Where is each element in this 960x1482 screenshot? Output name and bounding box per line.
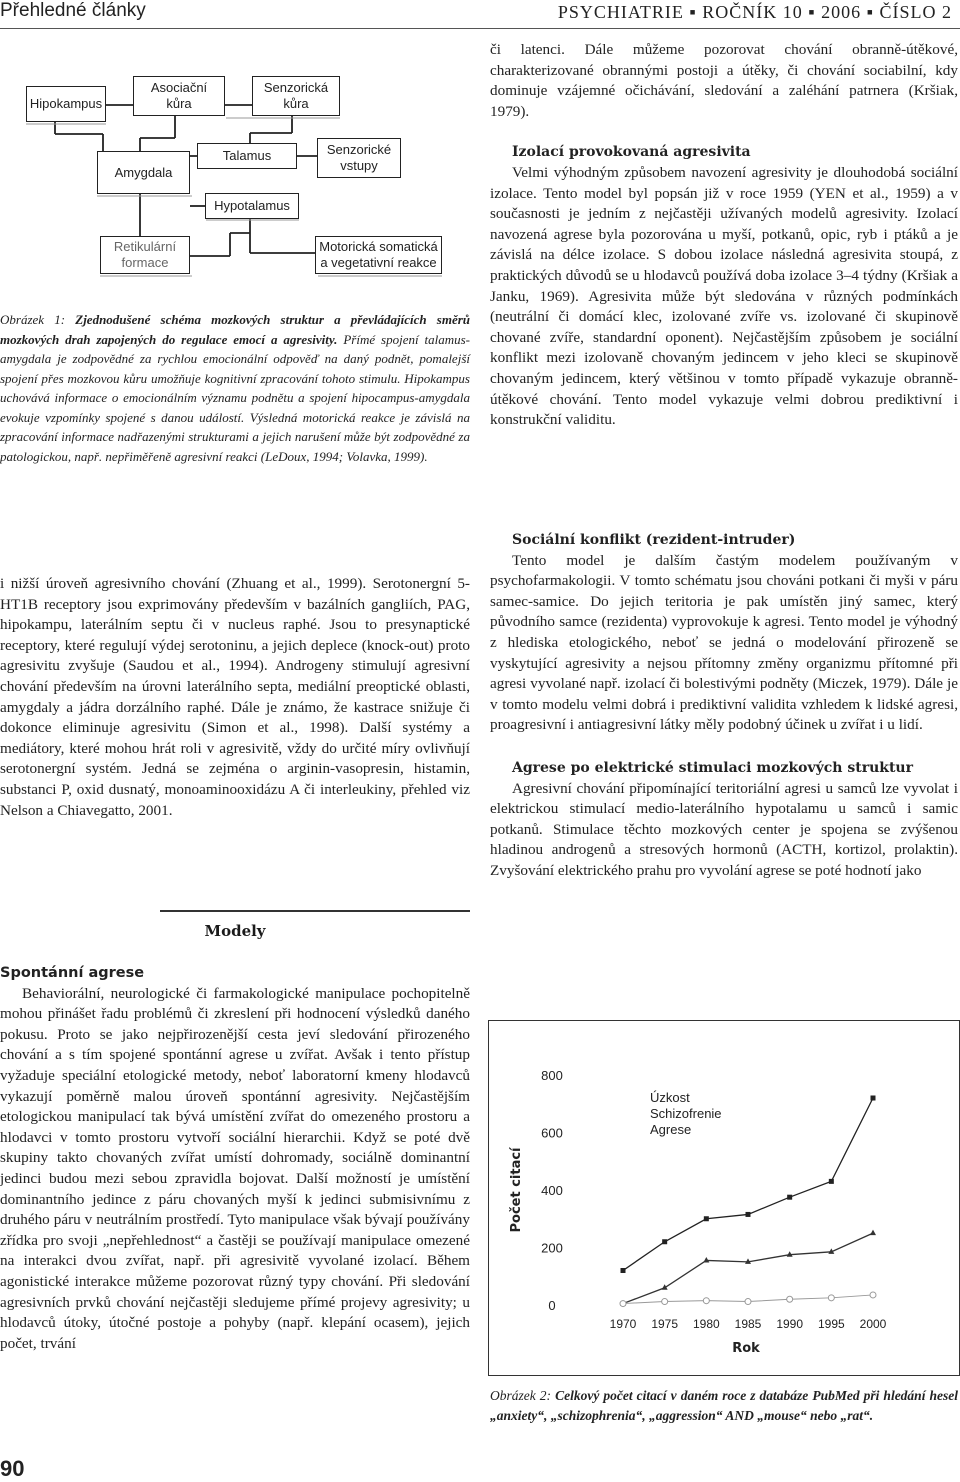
data-point xyxy=(829,1179,834,1184)
right-column-top xyxy=(490,40,958,431)
x-tick-label: 2000 xyxy=(859,1317,887,1331)
data-point xyxy=(746,1212,751,1217)
figure1-text: Přímé spojení talamus-amygdala je zodpovědné za rychlou emocionální odpověď na daný podnět, pomalejší spojení přes mozkovou kůru umožňuje kognitivní zpracování tohoto stimulu. Hipokampus uchovává informace o emocionálním významu podnětu a spojení hipocampus-amygdala evokuje vzpomínky spojené s danou událostí. Výsledná motorická reakce je závislá na zpracování informace nadřazenými strukturami a jejich narušení může být zodpovědné za patologickou, např. nepřiměřeně agresivní reakci (LeDoux, 1994; Volavka, 1999). xyxy=(0,331,470,464)
page-number: 90 xyxy=(0,1456,25,1481)
right-paragraph-izolaci: Velmi výhodným způsobem navození agresivity je dlouhodobá sociální izolace. Tento model byl popsán již v roce 1959 (YEN et al., 1959) a v současnosti je jedním z nejčastěji užívaných modelů agresivity. Izolací navozená agrese byla pozorována u myší, potkanů, opic, ryb i ptáků a je závislá na délce izolace. S dobou izolace následná agresivita stoupá, z praktických důvodů se u hlodavců používá doba izolace 3–4 týdny (Kršiak a Janku, 1969). Agresivita může být sledována v různých podmínkách (neutrální či domácí klec, izolované zvíře vs. izolované či skupinově chované zvíře, standardní oponent). Nejčastějším způsobem je sociální konflikt mezi izolovaně chovaným jedincem v jeho kleci se skupinově chovaným jedincem, který většinou v tomto případě vykazuje obranně-útěkové chování. Tento model vykazuje velmi dobrou prediktivní i konstrukční validitu. xyxy=(490,163,958,429)
y-tick-label: 0 xyxy=(548,1298,556,1313)
box-motoricka-reakce-label: Motorická somatická a vegetativní reakce xyxy=(319,239,438,270)
data-point xyxy=(871,1096,876,1101)
subheading-izolaci: Izolací provokovaná agresivita xyxy=(512,144,751,161)
citation-chart xyxy=(488,1020,960,1376)
x-tick-label: 1970 xyxy=(609,1317,637,1331)
x-axis-label: Rok xyxy=(732,1341,760,1356)
left-paragraph-1: i nižší úroveň agresivního chování (Zhuang et al., 1999). Serotonergní 5-HT1B receptory jsou exprimovány především v bazálních gangliích, PAG, hipokampu, laterálním septu či v nucleus raphé. Jsou to presynaptické receptory, které regulují výdej serotoninu, a jejich deplece (knock-out) proto agresivitu zvyšuje (Saudou et al., 1994). Androgeny stimulují agresivní chování především na úrovni laterálního septa, mediální preoptické oblasti, amygdaly a jádra dorzálního raphé. Dále je známo, že kastrace snižuje či dokonce eliminuje agresivitu (Simon et al., 1998). Další systémy a mediátory, které mohou hrát roli v agresivitě, vždy do určité míry ovlivňují serotonergní systém. Jedná se zejména o arginin-vasopresin, histamin, substanci P, oxid dusnatý, monoaminooxidázu A či interleukiny, přehled viz Nelson a Chiavegatto, 2001. xyxy=(0,575,470,819)
box-amygdala-label: Amygdala xyxy=(114,164,173,180)
box-motoricka-reakce xyxy=(315,236,442,274)
legend-entry: Agrese xyxy=(650,1122,692,1137)
subheading-konflikt: Sociální konflikt (rezident-intruder) xyxy=(512,532,796,548)
data-point xyxy=(870,1230,876,1236)
box-senzoricke-vstupy-label: Senzorické vstupy xyxy=(326,142,392,173)
box-senzoricka-kura-label: Senzorická kůra xyxy=(263,80,329,111)
legend-entry: Úzkost xyxy=(650,1090,690,1105)
left-paragraph-2: Behaviorální, neurologické či farmakologické manipulace pochopitelně mohou přinášet řadu problémů či zkreslení při hodnocení výsledků daného pokusu. Proto se jako nejpřirozenější cesta jeví sledování přirozeného chování a s tím spojené spontánní agrese u zvířat. Avšak i tento přístup vyžaduje speciální etologické metody, neboť laboratorní kmeny hlodavců vykazují poměrně malou úroveň spontánní agresivity. Nejčastějším etologickou manipulací tak bývá umístění zvířat do omezeného prostoru a hlodavci v tomto prostoru vytvoří sociální hierarchii. Když se poté dvě skupiny takto chovaných zvířat umístí dohromady, sociálně dominantní jedinci budou mezi sebou zpravidla bojovat. Další možností je umístění dominantního jedince z páru chovaných myší k jedinci submisivnímu z druhého páru v neutrálním prostředí. Tyto manipulace však bývají používány zřídka pro svoji „nepřehlednost“ a častěji se používají manipulace omezené na interakci dvou zvířat, např. při agresivitě vyvolané izolací. Během agonistické interakce můžeme pozorovat různý typy chování. Při sledování agresivních prvků chování nejčastěji sledujeme přímé projevy agresivity; u hlodavců útoky, útočné postoje a pohyby (např. klepání ocasem), jejich počet, trvání xyxy=(0,984,470,1352)
subheading-elektricke: Agrese po elektrické stimulaci mozkových struktur xyxy=(512,759,913,776)
box-hypotalamus-label: Hypotalamus xyxy=(214,198,290,213)
right-paragraph-konflikt: Tento model je dalším častým modelem používaným v psychofarmakologii. V tomto schématu jsou chováni potkani či myši v páru samec-samice. Do jejich teritoria je pak umístěn jiný samec, který původního samce (rezidenta) vyprovokuje k agresi. Tento model je výhodný z hlediska etologického, neboť se jedná o modelování přirozeně se vyskytující agresivity a nejsou přítomny změny organizmu přítomné při agresi vyvolané např. izolací či bolestivými podněty (Miczek, 1979). Dále je v tomto modelu velmi dobrá i prediktivní validita vzhledem k lidské agresi, proagresivní i antiagresivní látky měly podobný účinek u zvířat i u lidí. xyxy=(490,551,958,734)
box-hipokampus xyxy=(26,86,106,122)
section-title-modely: Modely xyxy=(204,922,266,940)
y-tick-label: 200 xyxy=(541,1240,563,1256)
x-tick-label: 1995 xyxy=(817,1317,845,1331)
box-talamus-label: Talamus xyxy=(222,148,272,163)
data-point xyxy=(828,1295,834,1301)
section-rule xyxy=(160,910,470,912)
legend-entry: Schizofrenie xyxy=(650,1106,722,1121)
box-retikularni-formace xyxy=(100,236,190,274)
journal-issue: PSYCHIATRIE ▪ ROČNÍK 10 ▪ 2006 ▪ ČÍSLO 2 xyxy=(557,2,952,22)
x-tick-label: 1985 xyxy=(734,1317,762,1331)
series-line xyxy=(623,1233,873,1303)
data-point xyxy=(662,1239,667,1244)
box-amygdala xyxy=(97,151,190,194)
box-hypotalamus xyxy=(205,193,299,219)
box-senzoricka-kura xyxy=(252,76,340,116)
y-tick-label: 800 xyxy=(541,1068,563,1083)
figure1-title: Zjednodušené schéma mozkových struktur a převládajících směrů mozkových drah zapojených do regulace emocí a agresivity. xyxy=(0,312,470,347)
x-tick-label: 1975 xyxy=(651,1317,679,1331)
x-tick-label: 1990 xyxy=(776,1317,804,1331)
subheading-spontanni-agrese: Spontánní agrese xyxy=(0,965,145,981)
data-point xyxy=(704,1216,709,1221)
data-point xyxy=(787,1296,793,1302)
y-tick-label: 400 xyxy=(541,1183,563,1198)
figure1-caption xyxy=(0,310,470,466)
x-tick-label: 1980 xyxy=(692,1317,720,1331)
right-column-middle xyxy=(490,530,958,882)
data-point xyxy=(621,1268,626,1273)
data-point xyxy=(620,1301,626,1307)
box-asociacni-kura-label: Asociační kůra xyxy=(150,80,208,111)
figure2-title: Celkový počet citací v daném roce z databáze PubMed při hledání hesel „anxiety“, „schizophrenia“, „aggression“ AND „mouse“ nebo „rat“. xyxy=(490,1388,958,1423)
figure1-label: Obrázek 1: xyxy=(0,312,66,327)
right-paragraph-elektricke: Agresivní chování připomínající teritoriální agresi u samců lze vyvolat i elektrickou stimulací medio-laterálního hypotalamu u samců i samic potkanů. Stimulace těchto mozkových center je spojena se zvýšenou hladinou androgenů a stresových hormonů (ACTH, kortizol, prolaktin). Zvyšování elektrického prahu pro vyvolání agrese se poté hodnotí jako xyxy=(490,779,958,879)
box-asociacni-kura xyxy=(133,76,225,116)
box-hipokampus-label: Hipokampus xyxy=(29,96,103,111)
box-talamus xyxy=(197,143,297,169)
data-point xyxy=(870,1292,876,1298)
chart-svg xyxy=(488,1020,960,1376)
figure2-label: Obrázek 2: xyxy=(490,1388,552,1403)
box-retikularni-formace-label: Retikulární formace xyxy=(113,239,177,270)
left-column-bottom xyxy=(0,963,470,1354)
left-column-top xyxy=(0,574,470,821)
data-point xyxy=(745,1299,751,1305)
y-axis-label: Počet citací xyxy=(509,1147,524,1233)
data-point xyxy=(703,1257,709,1263)
data-point xyxy=(703,1298,709,1304)
section-label: Přehledné články xyxy=(0,0,146,21)
y-tick-label: 600 xyxy=(541,1125,563,1141)
right-paragraph-1: či latenci. Dále můžeme pozorovat chování obranně-útěkové, charakterizované obrannými postoji a útěky, či chování sociabilní, kdy dominuje vzájemné očichávání, sledování a zaléhání patrnera (Kršiak, 1979). xyxy=(490,41,958,120)
header-rule xyxy=(0,28,960,29)
figure2-caption xyxy=(490,1386,958,1425)
brain-structure-diagram xyxy=(0,38,470,300)
box-senzoricke-vstupy xyxy=(317,138,401,178)
data-point xyxy=(787,1195,792,1200)
data-point xyxy=(662,1299,668,1305)
